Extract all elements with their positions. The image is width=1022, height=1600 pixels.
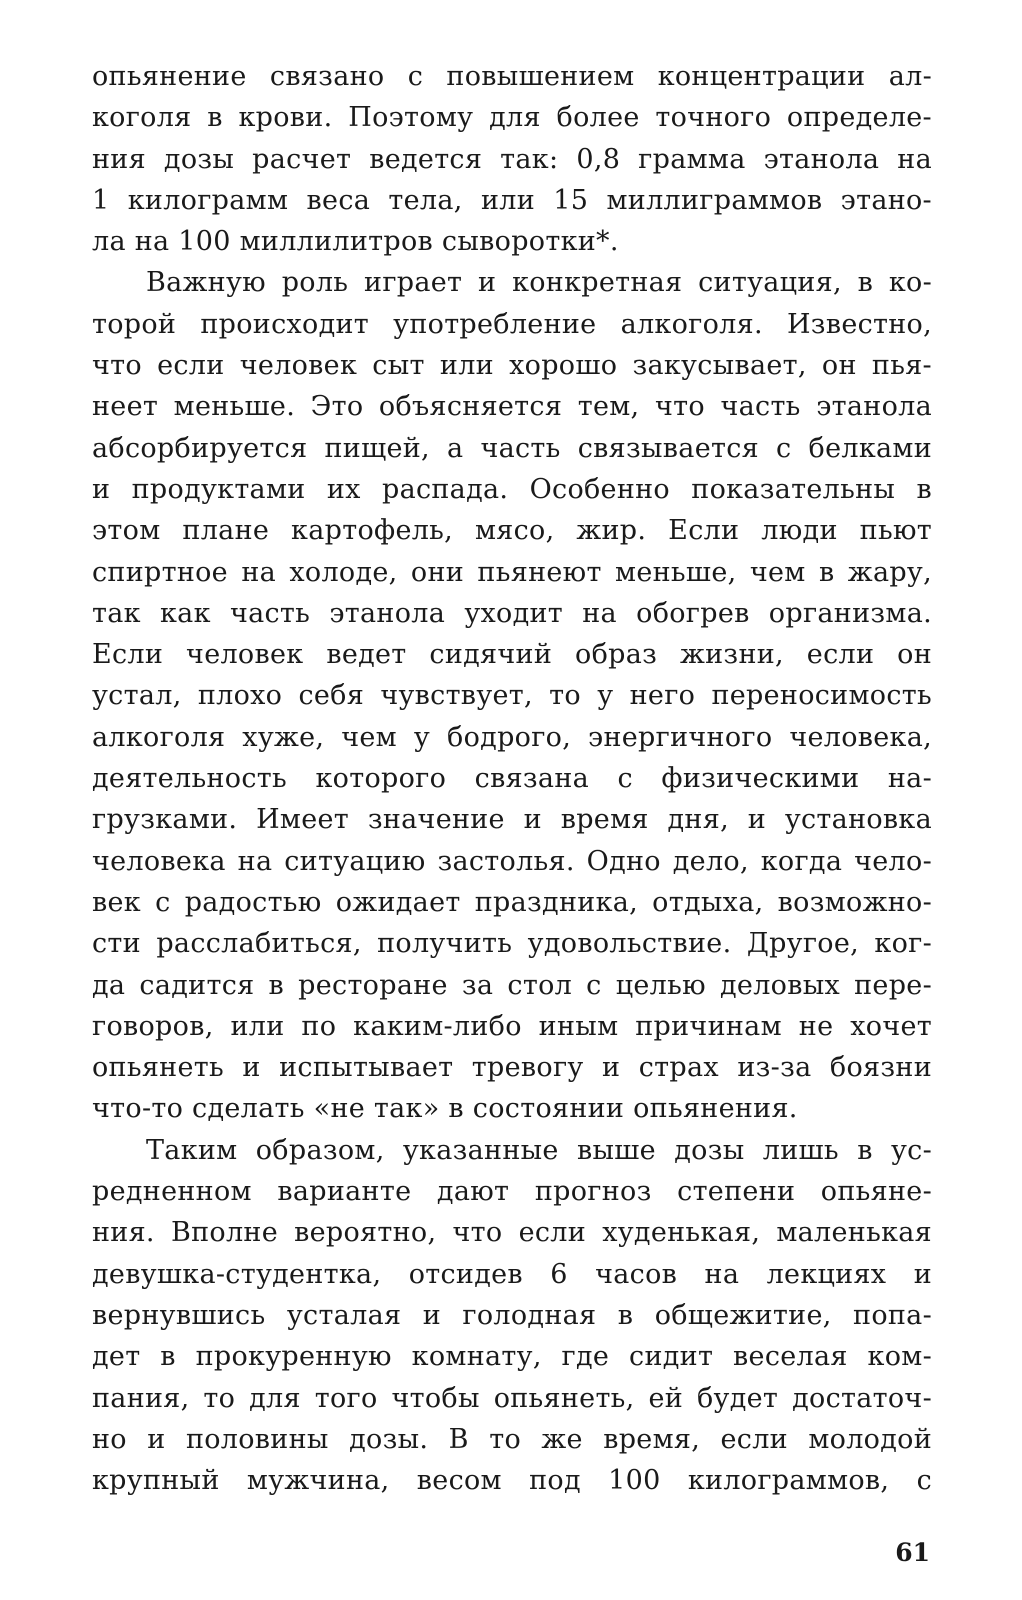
text-line: неет меньше. Это объясняется тем, что часть этанола — [92, 391, 932, 423]
text-line: опьянение связано с повышением концентрации ал- — [92, 61, 932, 92]
text-line: 1 килограмм веса тела, или 15 миллиграммов этано- — [92, 184, 932, 216]
text-line: человека на ситуацию застолья. Одно дело, когда чело- — [92, 845, 932, 877]
text-line: торой происходит употребление алкоголя. Известно, — [92, 308, 932, 340]
text-line: деятельность которого связана с физическими на- — [92, 763, 932, 795]
text-line: вернувшись усталая и голодная в общежитие, попа- — [92, 1299, 932, 1331]
text-line: говоров, или по каким-либо иным причинам не хочет — [92, 1010, 932, 1042]
text-line: век с радостью ожидает праздника, отдыха, возможно- — [92, 886, 932, 918]
text-line: сти расслабиться, получить удовольствие. Другое, ког- — [92, 928, 932, 960]
text-line: что если человек сыт или хорошо закусывает, он пья- — [92, 350, 932, 382]
text-line: да садится в ресторане за стол с целью деловых пере- — [92, 969, 932, 1001]
body-text — [92, 56, 932, 1501]
text-line: грузками. Имеет значение и время дня, и установка — [92, 804, 932, 836]
text-line: абсорбируется пищей, а часть связывается с белками — [92, 432, 932, 464]
text-line: ния дозы расчет ведется так: 0,8 грамма этанола на — [92, 143, 932, 175]
text-line: алкоголя хуже, чем у бодрого, энергичного человека, — [92, 721, 932, 753]
text-line: дет в прокуренную комнату, где сидит веселая ком- — [92, 1341, 932, 1373]
text-line: Важную роль играет и конкретная ситуация, в ко- — [146, 267, 932, 299]
text-line: Таким образом, указанные выше дозы лишь в ус- — [146, 1134, 932, 1166]
text-line: устал, плохо себя чувствует, то у него переносимость — [92, 680, 932, 712]
text-line: опьянеть и испытывает тревогу и страх из-за боязни — [92, 1052, 932, 1084]
text-line: этом плане картофель, мясо, жир. Если люди пьют — [92, 515, 932, 547]
text-line: крупный мужчина, весом под 100 килограммов, с — [92, 1465, 932, 1497]
text-line: коголя в крови. Поэтому для более точного определе- — [92, 102, 932, 134]
text-line: и продуктами их распада. Особенно показательны в — [92, 473, 932, 505]
text-line: редненном варианте дают прогноз степени опьяне- — [92, 1176, 932, 1208]
text-line: девушка-студентка, отсидев 6 часов на лекциях и — [92, 1258, 932, 1290]
text-line: ла на 100 миллилитров сыворотки*. — [92, 226, 619, 258]
text-line: так как часть этанола уходит на обогрев организма. — [92, 597, 932, 629]
text-line: пания, то для того чтобы опьянеть, ей будет достаточ- — [92, 1382, 932, 1414]
text-line: но и половины дозы. В то же время, если молодой — [92, 1423, 932, 1455]
text-line: спиртное на холоде, они пьянеют меньше, чем в жару, — [92, 556, 932, 588]
page-number: 61 — [895, 1538, 930, 1567]
text-line: Если человек ведет сидячий образ жизни, если он — [92, 639, 932, 671]
text-line: что-то сделать «не так» в состоянии опьянения. — [92, 1093, 798, 1125]
text-line: ния. Вполне вероятно, что если худенькая, маленькая — [92, 1217, 932, 1249]
